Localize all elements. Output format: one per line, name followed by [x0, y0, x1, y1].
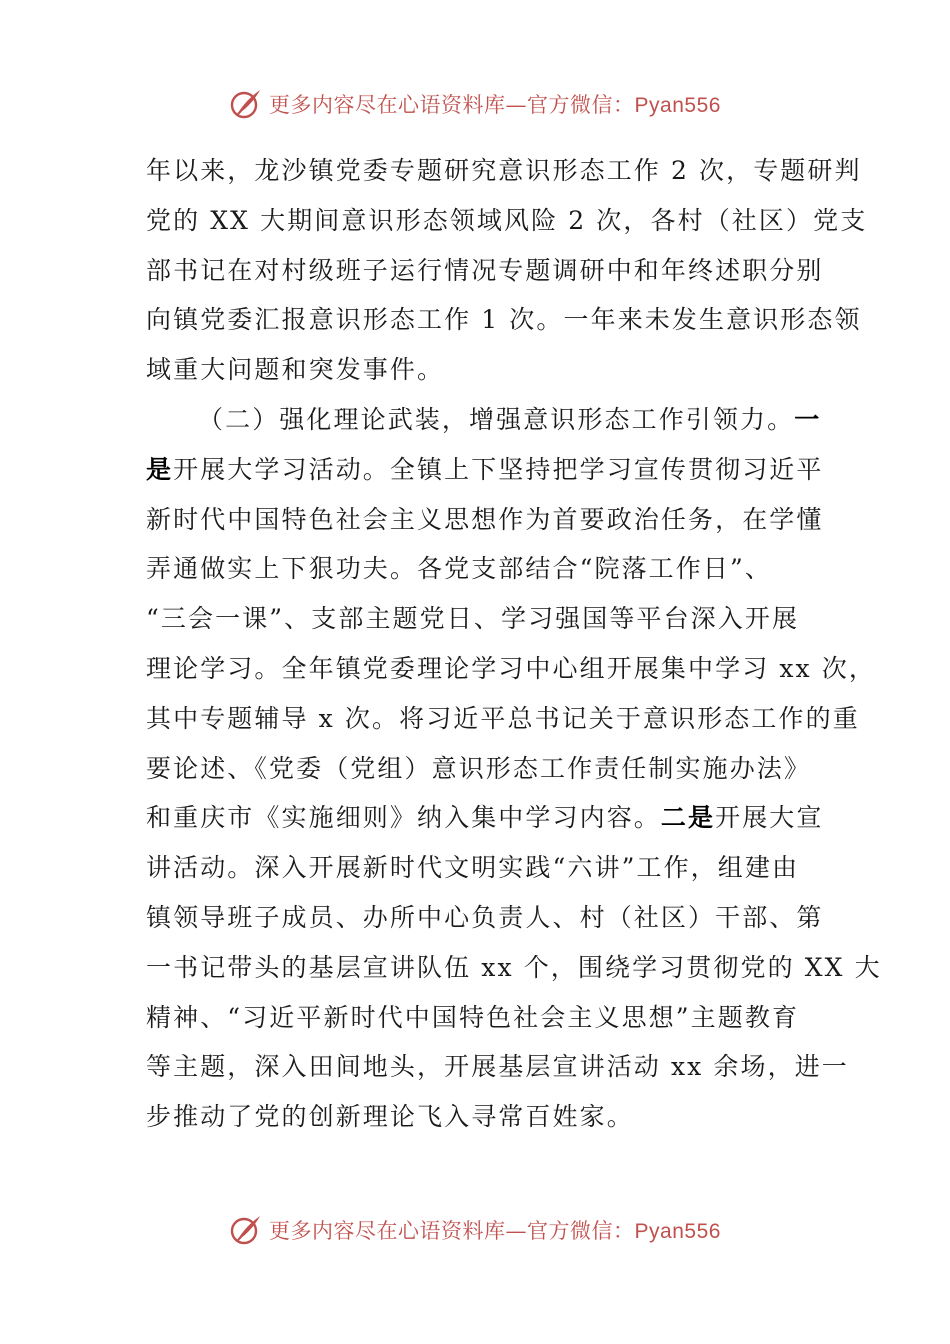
- text-fragment: 和重庆市《实施细则》纳入集中学习内容。: [146, 803, 661, 833]
- footer-watermark: [0, 1210, 950, 1250]
- text-fragment: 开展大学习活动。全镇上下坚持把学习宣传贯彻习近平: [173, 454, 824, 484]
- watermark-separator: —: [505, 93, 528, 117]
- point-one-marker-a: 一: [794, 404, 822, 434]
- watermark-contact-id: Pyan556: [634, 94, 721, 117]
- document-body: [146, 146, 882, 1142]
- text-line: 讲活动。深入开展新时代文明实践“六讲”工作，组建由: [146, 853, 800, 883]
- text-line: 弄通做实上下狠功夫。各党支部结合“院落工作日”、: [146, 554, 772, 584]
- text-line: “三会一课”、支部主题党日、学习强国等平台深入开展: [146, 604, 800, 634]
- text-line: 部书记在对村级班子运行情况专题调研中和年终述职分别: [146, 255, 824, 285]
- text-line: [146, 793, 824, 843]
- text-line: 步推动了党的创新理论飞入寻常百姓家。: [146, 1102, 634, 1132]
- quill-pen-logo-icon: [229, 1213, 263, 1247]
- text-line: 镇领导班子成员、办所中心负责人、村（社区）干部、第: [146, 902, 824, 932]
- text-line: 其中专题辅导 x 次。将习近平总书记关于意识形态工作的重: [146, 703, 860, 733]
- point-two-marker: 二是: [660, 803, 716, 833]
- text-line: 党的 XX 大期间意识形态领域风险 2 次，各村（社区）党支: [146, 205, 868, 235]
- point-one-marker-b: 是: [146, 454, 174, 484]
- text-line: 理论学习。全年镇党委理论学习中心组开展集中学习 xx 次，: [146, 653, 876, 683]
- text-line: 要论述、《党委（党组）意识形态工作责任制实施办法》: [146, 753, 812, 783]
- watermark-separator: —: [505, 1219, 528, 1243]
- text-line: 年以来，龙沙镇党委专题研究意识形态工作 2 次，专题研判: [146, 156, 862, 185]
- text-line: 精神、“习近平新时代中国特色社会主义思想”主题教育: [146, 1002, 800, 1032]
- text-line: 向镇党委汇报意识形态工作 1 次。一年来未发生意识形态领: [146, 305, 862, 335]
- quill-pen-logo-icon: [229, 87, 263, 121]
- text-line: 新时代中国特色社会主义思想作为首要政治任务，在学懂: [146, 504, 824, 534]
- section-heading-line: [146, 395, 822, 445]
- text-line: 域重大问题和突发事件。: [146, 355, 445, 385]
- header-watermark: [0, 84, 950, 124]
- watermark-brand: 更多内容尽在心语资料库: [269, 1219, 506, 1243]
- watermark-contact-label: 官方微信：: [527, 1219, 635, 1243]
- text-fragment: 开展大宣: [715, 803, 824, 833]
- text-line: 一书记带头的基层宣讲队伍 xx 个，围绕学习贯彻党的 XX 大: [146, 952, 882, 982]
- watermark-contact-label: 官方微信：: [527, 93, 635, 117]
- text-line: [146, 445, 824, 495]
- watermark-contact-id: Pyan556: [634, 1220, 721, 1243]
- text-line: 等主题，深入田间地头，开展基层宣讲活动 xx 余场，进一: [146, 1052, 849, 1082]
- section-heading: （二）强化理论武装，增强意识形态工作引领力。: [198, 404, 795, 434]
- watermark-brand: 更多内容尽在心语资料库: [269, 93, 506, 117]
- watermark-text: [269, 89, 721, 119]
- watermark-text: [269, 1215, 721, 1245]
